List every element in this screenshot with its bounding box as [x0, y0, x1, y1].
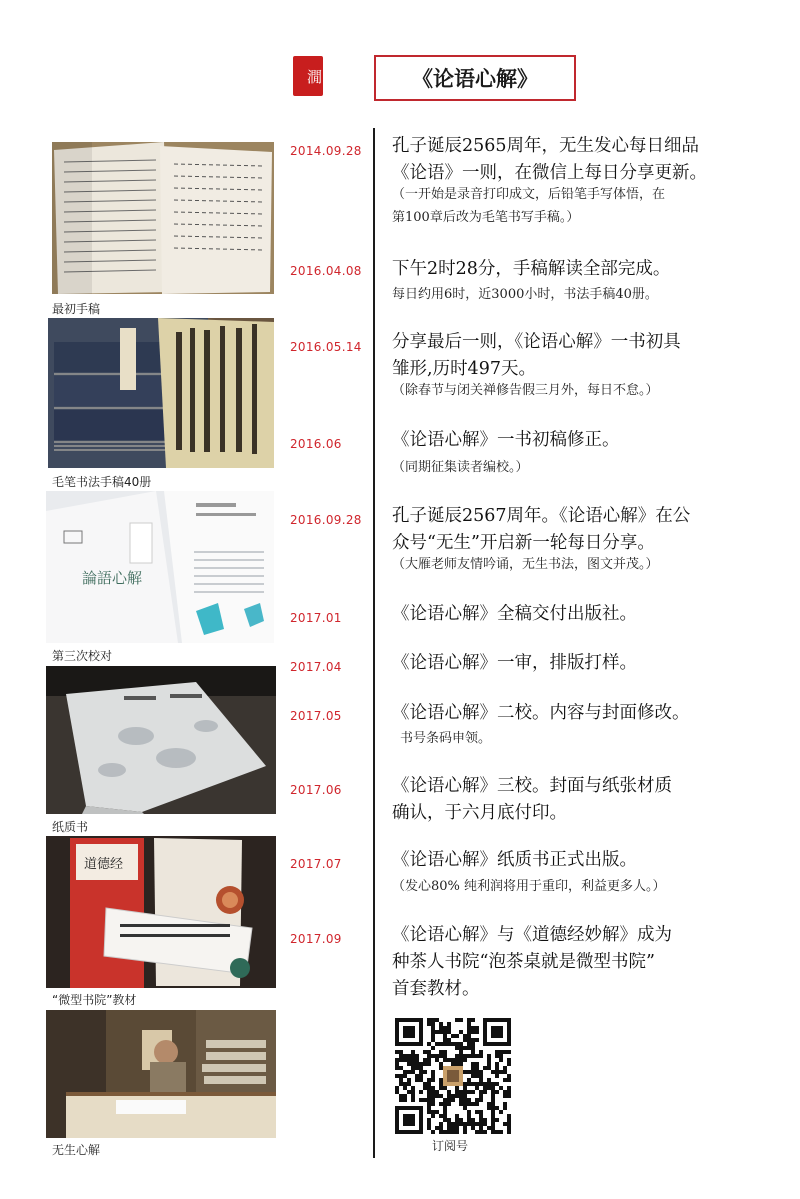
photo-brush-manuscripts: [48, 318, 274, 468]
photo-caption: “微型书院”教材: [52, 993, 137, 1007]
timeline-date: 2014.09.28: [290, 144, 362, 158]
timeline-date: 2017.01: [290, 611, 342, 625]
timeline-note: 书号条码申领。: [400, 731, 492, 746]
timeline-date: 2016.06: [290, 437, 342, 451]
timeline-event: 《论语心解》一审，排版打样。: [392, 653, 637, 673]
timeline-event: 分享最后一则，《论语心解》一书初具 雏形,历时497天。: [392, 332, 681, 379]
timeline-event: 孔子诞辰2567周年。《论语心解》在公 众号“无生”开启新一轮每日分享。: [392, 506, 691, 553]
timeline-note: （除春节与闭关禅修告假三月外，每日不怠。）: [392, 383, 659, 398]
timeline-note: （同期征集读者编校。）: [392, 460, 529, 475]
book-tag-text: 道德经: [84, 857, 124, 872]
timeline-event: 《论语心解》二校。内容与封面修改。: [392, 703, 690, 723]
photo-caption: 最初手稿: [52, 302, 101, 316]
book-cover-title: 論語心解: [82, 569, 143, 587]
timeline-divider: [373, 128, 375, 1158]
photo-caption: 第三次校对: [52, 649, 113, 663]
timeline-note: （发心80% 纯利润将用于重印，利益更多人。）: [392, 879, 666, 894]
page-title: 《论语心解》: [374, 55, 576, 101]
photo-caption: 纸质书: [52, 820, 89, 834]
photo-paper-book: [46, 666, 276, 814]
timeline-date: 2017.05: [290, 709, 342, 723]
timeline-event: 《论语心解》全稿交付出版社。: [392, 604, 637, 624]
timeline-date: 2017.07: [290, 857, 342, 871]
timeline-event: 《论语心解》纸质书正式出版。: [392, 850, 637, 870]
photo-third-proofread: [46, 491, 274, 643]
timeline-date: 2016.05.14: [290, 340, 362, 354]
photo-academy-textbooks: [46, 836, 276, 988]
timeline-date: 2017.09: [290, 932, 342, 946]
qr-label: 订阅号: [432, 1139, 469, 1153]
timeline-event: 《论语心解》与《道德经妙解》成为 种茶人书院“泡茶桌就是微型书院” 首套教材。: [392, 925, 672, 999]
timeline-date: 2017.04: [290, 660, 342, 674]
timeline-note: （一开始是录音打印成文，后铅笔手写体悟，在 第100章后改为毛笔书写手稿。）: [392, 187, 666, 225]
photo-caption: 毛笔书法手稿40册: [52, 475, 152, 489]
timeline-date: 2017.06: [290, 783, 342, 797]
timeline-event: 下午2时28分，手稿解读全部完成。: [392, 259, 671, 279]
timeline-note: 每日约用6时，近3000小时，书法手稿40册。: [392, 287, 658, 302]
timeline-event: 《论语心解》三校。封面与纸张材质 确认，于六月底付印。: [392, 776, 672, 823]
timeline-event: 《论语心解》一书初稿修正。: [392, 430, 620, 450]
timeline-date: 2016.04.08: [290, 264, 362, 278]
photo-caption: 无生心解: [52, 1143, 101, 1157]
qr-code[interactable]: [395, 1018, 511, 1134]
seal-stamp: 㵎: [293, 56, 323, 96]
timeline-date: 2016.09.28: [290, 513, 362, 527]
photo-first-manuscript: [52, 142, 274, 294]
photo-author-at-desk: [46, 1010, 276, 1138]
timeline-event: 孔子诞辰2565周年，无生发心每日细品 《论语》一则，在微信上每日分享更新。: [392, 136, 707, 183]
timeline-note: （大雁老师友情吟诵，无生书法，图文并茂。）: [392, 557, 659, 572]
